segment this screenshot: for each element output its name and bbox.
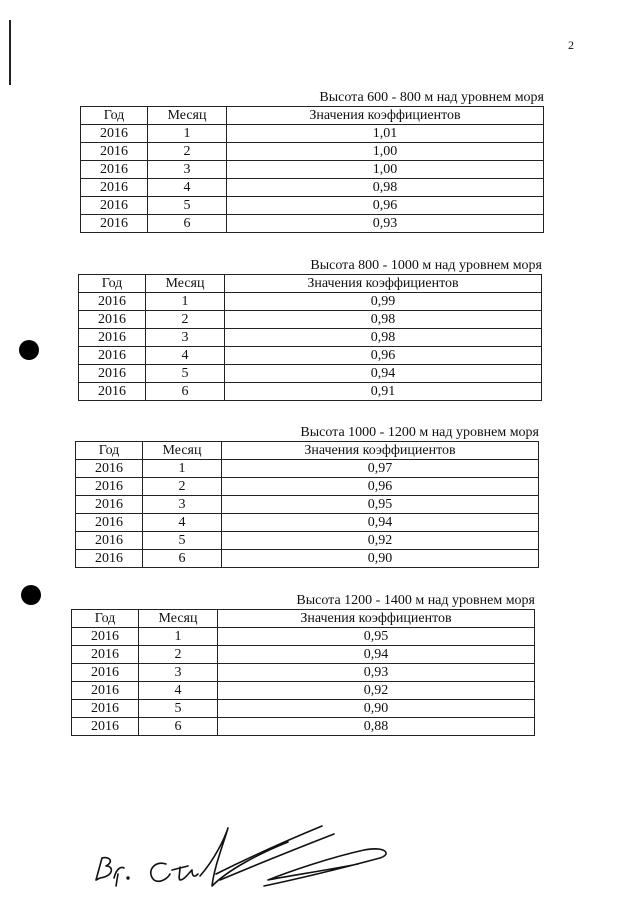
cell-month: 5 [139, 700, 218, 718]
header-month: Месяц [143, 442, 222, 460]
table-row [81, 197, 544, 215]
cell-value: 0,94 [218, 646, 535, 664]
cell-value: 1,00 [227, 161, 544, 179]
cell-month: 2 [148, 143, 227, 161]
cell-year: 2016 [81, 143, 148, 161]
cell-month: 4 [143, 514, 222, 532]
cell-year: 2016 [76, 460, 143, 478]
cell-month: 5 [143, 532, 222, 550]
cell-value: 0,91 [225, 383, 542, 401]
cell-value: 0,92 [222, 532, 539, 550]
table-row [72, 718, 535, 736]
cell-value: 0,98 [227, 179, 544, 197]
header-year: Год [81, 107, 148, 125]
table-row [81, 125, 544, 143]
cell-value: 0,97 [222, 460, 539, 478]
cell-value: 1,01 [227, 125, 544, 143]
cell-month: 5 [148, 197, 227, 215]
table-row [76, 496, 539, 514]
table-row [72, 646, 535, 664]
cell-year: 2016 [76, 550, 143, 568]
table-row [72, 700, 535, 718]
cell-year: 2016 [72, 718, 139, 736]
coefficient-block-600-800 [80, 90, 544, 233]
cell-value: 0,90 [218, 700, 535, 718]
header-year: Год [76, 442, 143, 460]
header-year: Год [79, 275, 146, 293]
header-month: Месяц [148, 107, 227, 125]
cell-year: 2016 [72, 700, 139, 718]
header-year: Год [72, 610, 139, 628]
header-value: Значения коэффициентов [227, 107, 544, 125]
table-header-row [79, 275, 542, 293]
cell-year: 2016 [79, 365, 146, 383]
table-row [76, 550, 539, 568]
cell-value: 0,95 [218, 628, 535, 646]
table-row [79, 365, 542, 383]
table-row [79, 293, 542, 311]
cell-month: 1 [143, 460, 222, 478]
cell-month: 4 [148, 179, 227, 197]
cell-year: 2016 [72, 628, 139, 646]
cell-month: 6 [143, 550, 222, 568]
cell-year: 2016 [76, 496, 143, 514]
cell-month: 6 [139, 718, 218, 736]
cell-value: 1,00 [227, 143, 544, 161]
cell-value: 0,98 [225, 311, 542, 329]
header-month: Месяц [139, 610, 218, 628]
table-row [81, 215, 544, 233]
cell-month: 3 [139, 664, 218, 682]
cell-value: 0,93 [227, 215, 544, 233]
cell-year: 2016 [79, 311, 146, 329]
cell-month: 4 [146, 347, 225, 365]
handwritten-signature-icon [88, 820, 398, 900]
table-title: Высота 1200 - 1400 м над уровнем моря [296, 593, 535, 608]
cell-year: 2016 [72, 664, 139, 682]
table-row [79, 329, 542, 347]
coefficient-block-800-1000 [78, 258, 542, 401]
cell-month: 4 [139, 682, 218, 700]
cell-year: 2016 [76, 532, 143, 550]
cell-month: 2 [146, 311, 225, 329]
header-value: Значения коэффициентов [225, 275, 542, 293]
cell-month: 1 [139, 628, 218, 646]
cell-month: 6 [146, 383, 225, 401]
cell-value: 0,92 [218, 682, 535, 700]
cell-year: 2016 [79, 383, 146, 401]
table-row [76, 460, 539, 478]
cell-month: 6 [148, 215, 227, 233]
cell-month: 2 [139, 646, 218, 664]
cell-value: 0,90 [222, 550, 539, 568]
table-row [72, 664, 535, 682]
coefficient-block-1200-1400 [71, 593, 535, 736]
coefficient-table [71, 609, 535, 736]
cell-value: 0,96 [227, 197, 544, 215]
cell-month: 5 [146, 365, 225, 383]
table-header-row [72, 610, 535, 628]
table-title: Высота 1000 - 1200 м над уровнем моря [300, 425, 539, 440]
table-row [81, 161, 544, 179]
table-title: Высота 600 - 800 м над уровнем моря [319, 90, 544, 105]
cell-year: 2016 [81, 161, 148, 179]
punch-hole-bottom [21, 585, 41, 605]
table-header-row [81, 107, 544, 125]
cell-month: 1 [148, 125, 227, 143]
table-row [76, 514, 539, 532]
cell-year: 2016 [76, 478, 143, 496]
cell-year: 2016 [79, 293, 146, 311]
punch-hole-top [19, 340, 39, 360]
page-number: 2 [568, 38, 574, 52]
cell-value: 0,98 [225, 329, 542, 347]
table-row [72, 682, 535, 700]
cell-year: 2016 [72, 646, 139, 664]
cell-month: 3 [146, 329, 225, 347]
cell-value: 0,94 [222, 514, 539, 532]
cell-month: 1 [146, 293, 225, 311]
cell-year: 2016 [79, 329, 146, 347]
cell-year: 2016 [81, 215, 148, 233]
coefficient-table [78, 274, 542, 401]
table-row [79, 347, 542, 365]
table-row [79, 311, 542, 329]
cell-value: 0,94 [225, 365, 542, 383]
coefficient-table [75, 441, 539, 568]
coefficient-table [80, 106, 544, 233]
table-row [79, 383, 542, 401]
table-row [81, 179, 544, 197]
cell-year: 2016 [79, 347, 146, 365]
table-row [81, 143, 544, 161]
cell-year: 2016 [81, 125, 148, 143]
cell-value: 0,96 [225, 347, 542, 365]
cell-value: 0,88 [218, 718, 535, 736]
table-row [72, 628, 535, 646]
left-margin-rule [9, 20, 11, 85]
cell-year: 2016 [81, 197, 148, 215]
header-month: Месяц [146, 275, 225, 293]
cell-value: 0,93 [218, 664, 535, 682]
table-title: Высота 800 - 1000 м над уровнем моря [310, 258, 542, 273]
cell-value: 0,96 [222, 478, 539, 496]
table-header-row [76, 442, 539, 460]
cell-month: 3 [148, 161, 227, 179]
coefficient-block-1000-1200 [75, 425, 539, 568]
cell-year: 2016 [81, 179, 148, 197]
cell-value: 0,99 [225, 293, 542, 311]
signature-strokes [88, 820, 398, 895]
header-value: Значения коэффициентов [218, 610, 535, 628]
cell-month: 3 [143, 496, 222, 514]
cell-value: 0,95 [222, 496, 539, 514]
table-row [76, 532, 539, 550]
cell-year: 2016 [72, 682, 139, 700]
header-value: Значения коэффициентов [222, 442, 539, 460]
cell-year: 2016 [76, 514, 143, 532]
cell-month: 2 [143, 478, 222, 496]
table-row [76, 478, 539, 496]
